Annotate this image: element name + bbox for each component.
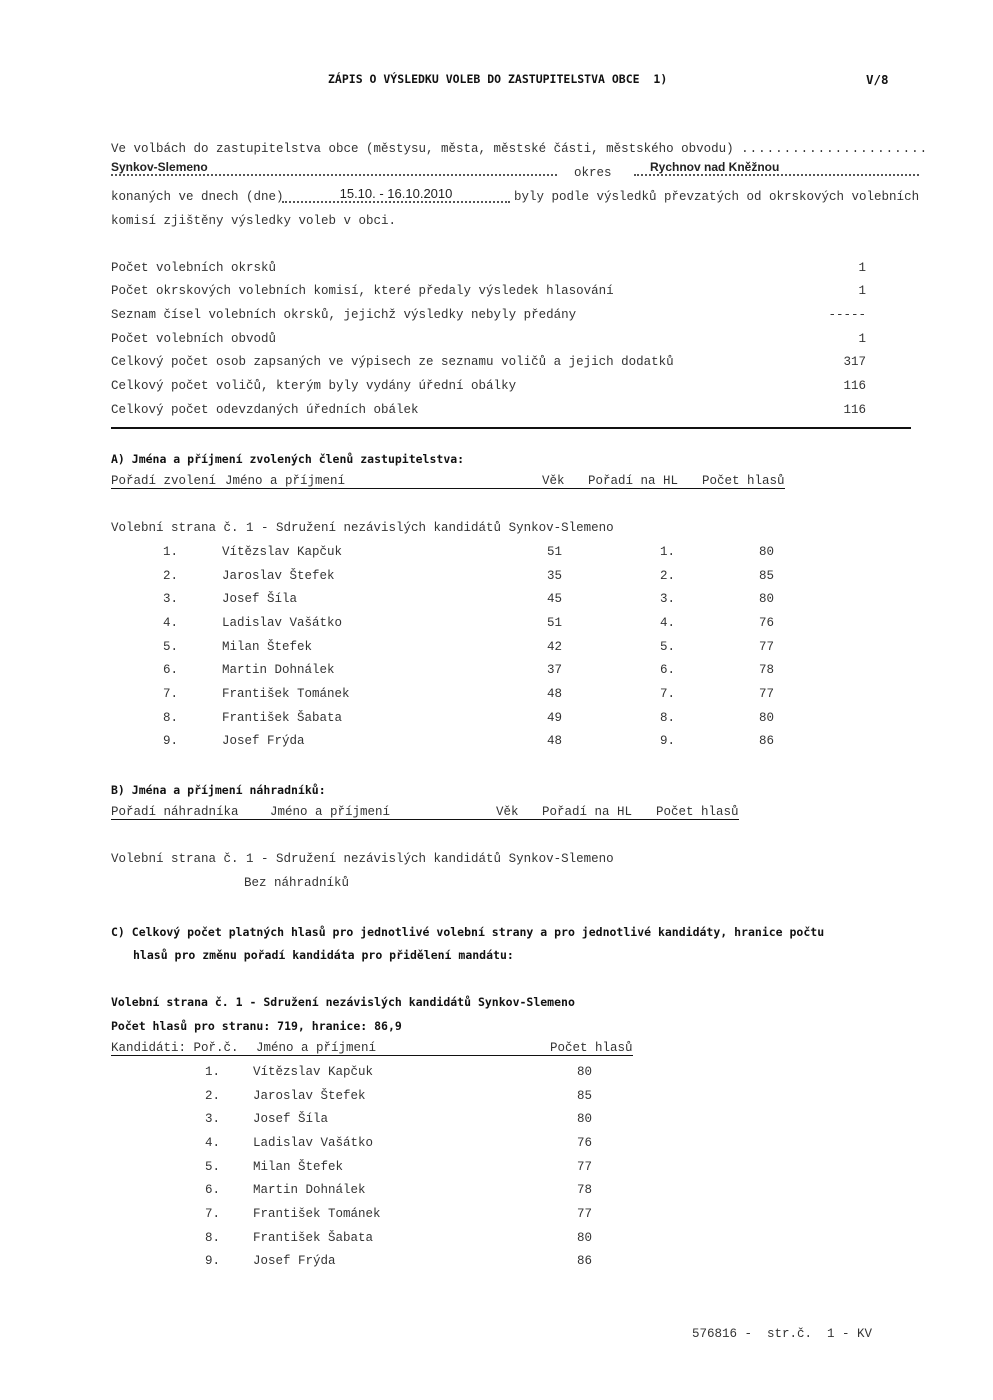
row-order: 6. xyxy=(204,1183,220,1197)
intro-text: Ve volbách do zastupitelstva obce (městysu, města, městské části, městského obvodu) xyxy=(111,142,734,156)
row-hl: 4. xyxy=(660,616,676,630)
stat-value: 1 xyxy=(858,332,866,346)
row-votes: 77 xyxy=(577,1160,593,1174)
row-order: 6. xyxy=(162,663,178,677)
section-b-col-age: Věk xyxy=(496,805,519,819)
stat-value: 317 xyxy=(843,355,866,369)
intro-line-1: Ve volbách do zastupitelstva obce (městysu, města, městské části, městského obvodu) ...................... xyxy=(111,142,929,156)
row-votes: 76 xyxy=(577,1136,593,1150)
row-hl: 9. xyxy=(660,734,676,748)
row-votes: 78 xyxy=(759,663,775,677)
document-title: ZÁPIS O VÝSLEDKU VOLEB DO ZASTUPITELSTVA OBCE 1) xyxy=(328,72,668,86)
stat-label: Počet volebních obvodů xyxy=(111,332,277,346)
row-votes: 80 xyxy=(577,1231,593,1245)
row-votes: 86 xyxy=(577,1254,593,1268)
section-b-party: Volební strana č. 1 - Sdružení nezávislých kandidátů Synkov-Slemeno xyxy=(111,852,614,866)
stat-label: Počet okrskových volebních komisí, které předaly výsledek hlasování xyxy=(111,284,614,298)
row-votes: 85 xyxy=(759,569,775,583)
row-votes: 85 xyxy=(577,1089,593,1103)
section-a-col-order: Pořadí zvolení xyxy=(111,474,217,488)
row-hl: 8. xyxy=(660,711,676,725)
row-order: 2. xyxy=(162,569,178,583)
stat-value: 1 xyxy=(858,284,866,298)
row-name: Martin Dohnálek xyxy=(222,663,335,677)
row-name: Milan Štefek xyxy=(222,640,313,654)
row-name: Jaroslav Štefek xyxy=(253,1089,366,1103)
row-order: 7. xyxy=(162,687,178,701)
row-name: František Šabata xyxy=(222,711,343,725)
row-order: 7. xyxy=(204,1207,220,1221)
municipality-field xyxy=(111,160,557,176)
row-age: 51 xyxy=(547,616,563,630)
section-c-col-name: Jméno a příjmení xyxy=(256,1041,377,1055)
row-order: 5. xyxy=(162,640,178,654)
section-b-none: Bez náhradníků xyxy=(244,876,350,890)
row-age: 37 xyxy=(547,663,563,677)
row-name: Jaroslav Štefek xyxy=(222,569,335,583)
section-a-col-name: Jméno a příjmení xyxy=(225,474,346,488)
row-age: 45 xyxy=(547,592,563,606)
row-name: Josef Frýda xyxy=(222,734,305,748)
row-votes: 80 xyxy=(759,711,775,725)
dates-suffix: byly podle výsledků převzatých od okrskových volebních xyxy=(514,190,920,204)
stat-label: Celkový počet voličů, kterým byly vydány úřední obálky xyxy=(111,379,517,393)
row-order: 8. xyxy=(162,711,178,725)
row-name: Ladislav Vašátko xyxy=(222,616,343,630)
okres-label: okres xyxy=(574,166,612,180)
row-name: František Tománek xyxy=(222,687,350,701)
row-votes: 76 xyxy=(759,616,775,630)
row-hl: 5. xyxy=(660,640,676,654)
stat-value: 1 xyxy=(858,261,866,275)
row-votes: 77 xyxy=(759,640,775,654)
row-name: Milan Štefek xyxy=(253,1160,344,1174)
row-name: Vítězslav Kapčuk xyxy=(222,545,343,559)
row-name: František Šabata xyxy=(253,1231,374,1245)
section-a-heading: A) Jména a příjmení zvolených členů zastupitelstva: xyxy=(111,452,465,466)
row-age: 48 xyxy=(547,734,563,748)
row-order: 1. xyxy=(162,545,178,559)
row-name: Vítězslav Kapčuk xyxy=(253,1065,374,1079)
row-order: 1. xyxy=(204,1065,220,1079)
election-dates: 15.10. - 16.10.2010 xyxy=(339,186,453,201)
row-votes: 80 xyxy=(759,545,775,559)
section-c-votes-line: Počet hlasů pro stranu: 719, hranice: 86,9 xyxy=(111,1019,402,1033)
row-age: 42 xyxy=(547,640,563,654)
row-name: Josef Frýda xyxy=(253,1254,336,1268)
row-hl: 2. xyxy=(660,569,676,583)
stat-label: Celkový počet osob zapsaných ve výpisech ze seznamu voličů a jejich dodatků xyxy=(111,355,674,369)
row-order: 3. xyxy=(204,1112,220,1126)
row-order: 4. xyxy=(162,616,178,630)
section-b-col-hl: Pořadí na HL xyxy=(542,805,633,819)
district-field xyxy=(634,160,919,176)
row-age: 49 xyxy=(547,711,563,725)
row-name: Josef Šíla xyxy=(253,1112,329,1126)
section-a-col-hl: Pořadí na HL xyxy=(588,474,679,488)
section-a-col-age: Věk xyxy=(542,474,565,488)
row-votes: 86 xyxy=(759,734,775,748)
row-votes: 77 xyxy=(577,1207,593,1221)
section-divider xyxy=(111,427,911,429)
section-a-col-votes: Počet hlasů xyxy=(702,474,785,488)
section-c-col-votes: Počet hlasů xyxy=(550,1041,633,1055)
stat-value: ----- xyxy=(828,308,866,322)
row-hl: 3. xyxy=(660,592,676,606)
row-order: 8. xyxy=(204,1231,220,1245)
row-order: 2. xyxy=(204,1089,220,1103)
row-age: 48 xyxy=(547,687,563,701)
section-c-party: Volební strana č. 1 - Sdružení nezávislých kandidátů Synkov-Slemeno xyxy=(111,995,575,1009)
row-name: František Tománek xyxy=(253,1207,381,1221)
district-name: Rychnov nad Kněžnou xyxy=(650,160,780,174)
dates-field xyxy=(282,186,510,203)
intro-line-4: komisí zjištěny výsledky voleb v obci. xyxy=(111,214,397,228)
row-hl: 1. xyxy=(660,545,676,559)
form-code: V/8 xyxy=(866,72,889,87)
page-footer: 576816 - str.č. 1 - KV xyxy=(692,1327,873,1341)
stat-value: 116 xyxy=(843,403,866,417)
row-hl: 7. xyxy=(660,687,676,701)
section-c-heading-1: C) Celkový počet platných hlasů pro jednotlivé volební strany a pro jednotlivé kandidáty, hranice počtu xyxy=(111,925,825,939)
section-c-header-rule xyxy=(111,1055,633,1056)
municipality-name: Synkov-Slemeno xyxy=(111,160,208,174)
row-votes: 80 xyxy=(577,1065,593,1079)
row-name: Ladislav Vašátko xyxy=(253,1136,374,1150)
section-b-col-name: Jméno a příjmení xyxy=(270,805,391,819)
section-a-header-rule xyxy=(111,488,785,489)
row-order: 9. xyxy=(162,734,178,748)
stat-value: 116 xyxy=(843,379,866,393)
row-name: Josef Šíla xyxy=(222,592,298,606)
row-votes: 80 xyxy=(577,1112,593,1126)
section-b-heading: B) Jména a příjmení náhradníků: xyxy=(111,783,326,797)
row-votes: 77 xyxy=(759,687,775,701)
stat-label: Seznam čísel volebních okrsků, jejichž výsledky nebyly předány xyxy=(111,308,577,322)
row-age: 51 xyxy=(547,545,563,559)
section-b-col-votes: Počet hlasů xyxy=(656,805,739,819)
row-order: 9. xyxy=(204,1254,220,1268)
row-order: 5. xyxy=(204,1160,220,1174)
row-votes: 78 xyxy=(577,1183,593,1197)
row-order: 4. xyxy=(204,1136,220,1150)
row-age: 35 xyxy=(547,569,563,583)
row-name: Martin Dohnálek xyxy=(253,1183,366,1197)
section-c-col-candidates: Kandidáti: Poř.č. xyxy=(111,1041,239,1055)
stat-label: Počet volebních okrsků xyxy=(111,261,277,275)
row-order: 3. xyxy=(162,592,178,606)
row-hl: 6. xyxy=(660,663,676,677)
row-votes: 80 xyxy=(759,592,775,606)
dates-prefix: konaných ve dnech (dne) xyxy=(111,190,284,204)
stat-label: Celkový počet odevzdaných úředních obálek xyxy=(111,403,419,417)
section-a-party: Volební strana č. 1 - Sdružení nezávislých kandidátů Synkov-Slemeno xyxy=(111,521,614,535)
section-b-header-rule xyxy=(111,819,739,820)
section-c-heading-2: hlasů pro změnu pořadí kandidáta pro přidělení mandátu: xyxy=(133,948,514,962)
section-b-col-order: Pořadí náhradníka xyxy=(111,805,239,819)
